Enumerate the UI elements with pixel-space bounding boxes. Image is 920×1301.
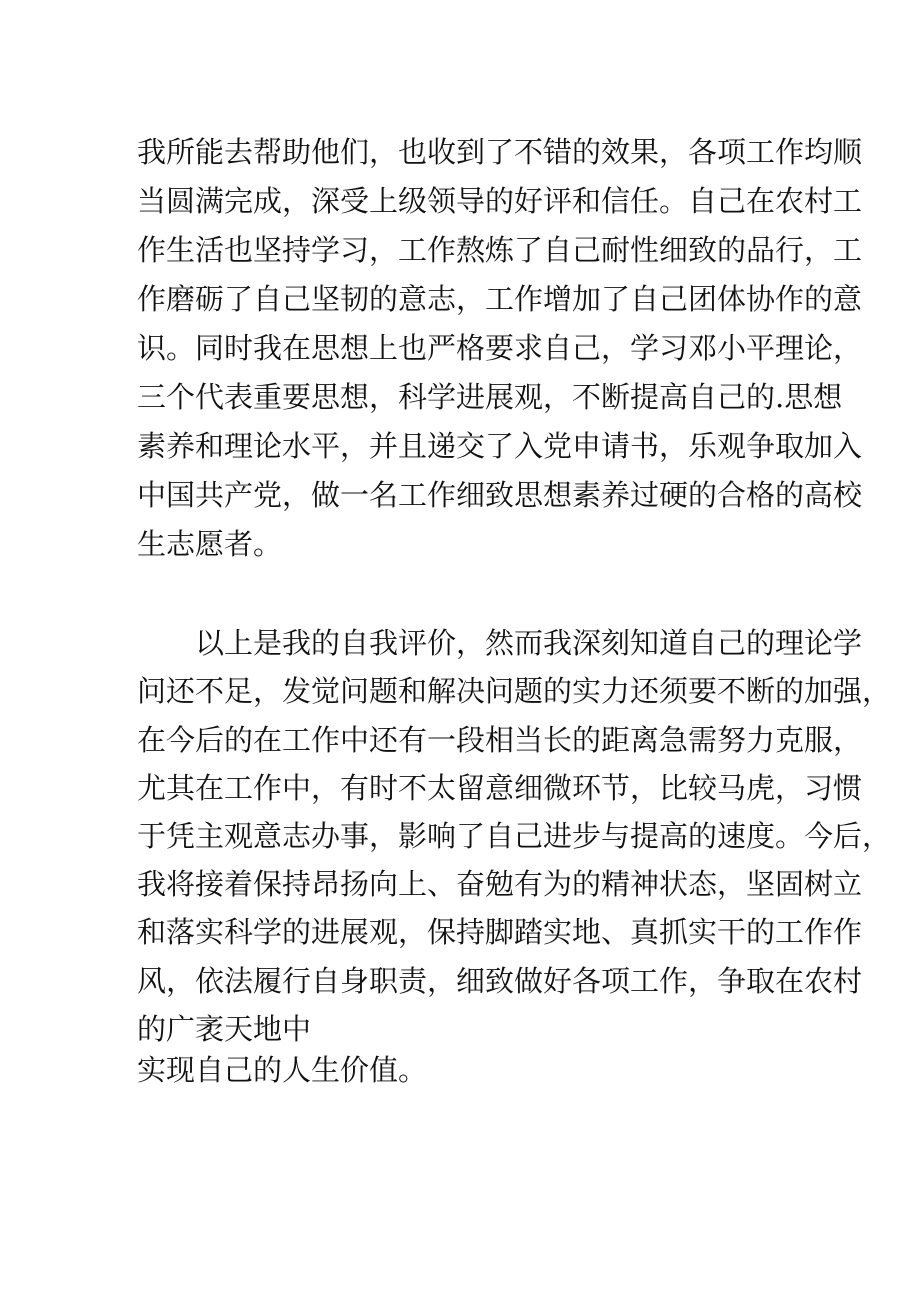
paragraph-1-line-5: 识。同时我在思想上也严格要求自己，学习邓小平理论， (137, 331, 863, 365)
paragraph-1-line-4: 作磨砺了自己坚韧的意志，工作增加了自己团体协作的意 (137, 282, 863, 316)
paragraph-1-line-1: 我所能去帮助他们，也收到了不错的效果，各项工作均顺 (137, 135, 863, 169)
paragraph-1-line-7: 素养和理论水平，并且递交了入党申请书，乐观争取加入 (137, 429, 863, 463)
paragraph-1-line-6: 三个代表重要思想，科学进展观，不断提高自己的.思想 (137, 380, 843, 414)
paragraph-2-line-8: 风，依法履行自身职责，细致做好各项工作，争取在农村 (137, 964, 863, 998)
paragraph-2-line-10: 实现自己的人生价值。 (137, 1053, 428, 1087)
paragraph-1-line-3: 作生活也坚持学习，工作熬炼了自己耐性细致的品行，工 (137, 233, 863, 267)
paragraph-1-line-2: 当圆满完成，深受上级领导的好评和信任。自己在农村工 (137, 184, 863, 218)
paragraph-2-line-4: 尤其在工作中，有时不太留意细微环节，比较马虎，习惯 (137, 771, 863, 805)
paragraph-2-line-1: 以上是我的自我评价，然而我深刻知道自己的理论学 (195, 626, 863, 660)
paragraph-2-line-9: 的广袤天地中 (137, 1012, 312, 1046)
paragraph-2-line-7: 和落实科学的进展观，保持脚踏实地、真抓实干的工作作 (137, 915, 863, 949)
paragraph-2-line-5: 于凭主观意志办事，影响了自己进步与提高的速度。今后， (137, 819, 892, 853)
paragraph-2-line-6: 我将接着保持昂扬向上、奋勉有为的精神状态，坚固树立 (137, 867, 863, 901)
paragraph-1-line-9: 生志愿者。 (137, 527, 283, 561)
paragraph-2-line-3: 在今后的在工作中还有一段相当长的距离急需努力克服， (137, 723, 863, 757)
paragraph-2-line-2: 问还不足，发觉问题和解决问题的实力还须要不断的加强， (137, 674, 892, 708)
paragraph-1-line-8: 中国共产党，做一名工作细致思想素养过硬的合格的高校 (137, 478, 863, 512)
